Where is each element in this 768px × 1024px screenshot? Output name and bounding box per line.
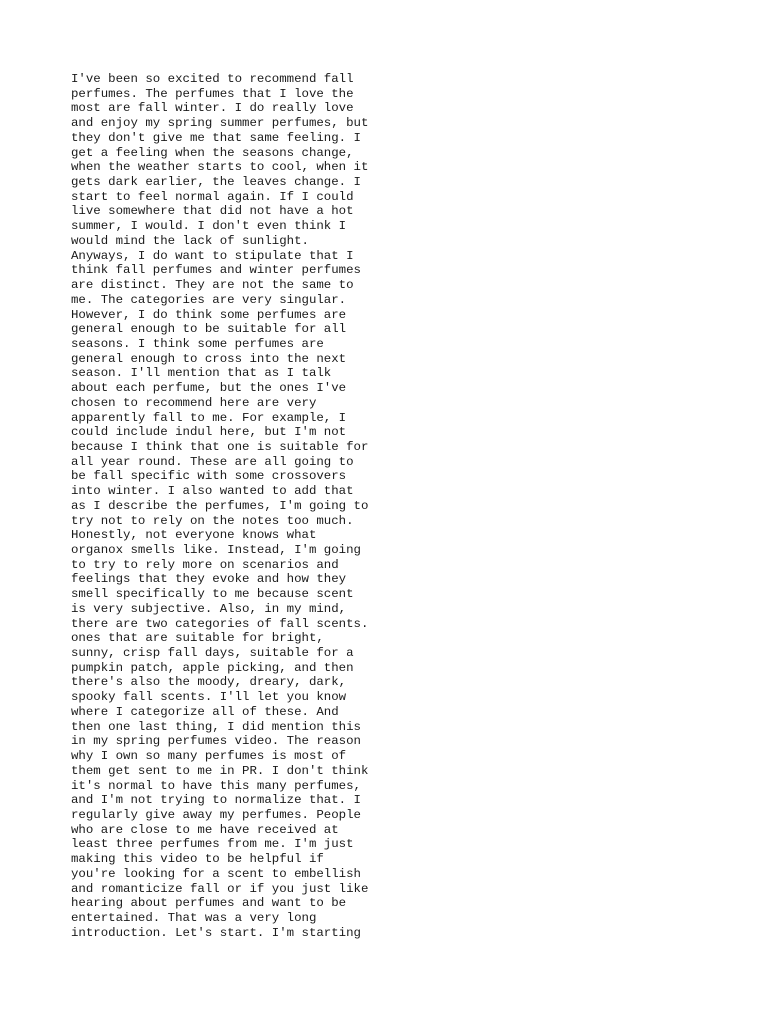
text-line: when the weather starts to cool, when it <box>71 160 369 175</box>
text-line: all year round. These are all going to <box>71 454 354 469</box>
text-line: could include indul here, but I'm not <box>71 425 347 440</box>
text-line: in my spring perfumes video. The reason <box>71 734 361 749</box>
text-line: start to feel normal again. If I could <box>71 189 354 204</box>
text-line: chosen to recommend here are very <box>71 395 317 410</box>
text-line: organox smells like. Instead, I'm going <box>71 543 361 557</box>
text-line: they don't give me that same feeling. I <box>71 130 361 145</box>
text-line: least three perfumes from me. I'm just <box>71 837 354 852</box>
text-line: However, I do think some perfumes are <box>71 307 347 322</box>
text-line: where I categorize all of these. And <box>71 704 339 719</box>
text-line: live somewhere that did not have a hot <box>71 204 354 219</box>
text-line: me. The categories are very singular. <box>71 292 347 307</box>
text-line: because I think that one is suitable for <box>71 439 369 454</box>
text-line: feelings that they evoke and how they <box>71 572 347 587</box>
text-line: to try to rely more on scenarios and <box>71 557 339 572</box>
text-line: there are two categories of fall scents. <box>71 616 369 631</box>
text-line: is very subjective. Also, in my mind, <box>71 601 347 616</box>
text-line: smell specifically to me because scent <box>71 587 354 602</box>
text-line: spooky fall scents. I'll let you know <box>71 690 347 705</box>
text-line: get a feeling when the seasons change, <box>71 145 354 160</box>
text-line: and romanticize fall or if you just like <box>71 881 369 896</box>
text-line: ones that are suitable for bright, <box>71 631 324 646</box>
text-line: pumpkin patch, apple picking, and then <box>71 660 354 675</box>
text-line: entertained. That was a very long <box>71 910 317 925</box>
text-line: perfumes. The perfumes that I love the <box>71 86 354 101</box>
text-line: I've been so excited to recommend fall <box>71 72 354 86</box>
text-line: apparently fall to me. For example, I <box>71 410 347 425</box>
text-line: it's normal to have this many perfumes, <box>71 778 361 793</box>
text-line: hearing about perfumes and want to be <box>71 896 347 911</box>
text-line: introduction. Let's start. I'm starting <box>71 925 361 940</box>
text-line: who are close to me have received at <box>71 822 339 837</box>
transcript-text <box>71 72 711 940</box>
text-line: seasons. I think some perfumes are <box>71 336 324 351</box>
text-line: about each perfume, but the ones I've <box>71 381 347 396</box>
text-line: think fall perfumes and winter perfumes <box>71 263 361 278</box>
text-line: into winter. I also wanted to add that <box>71 484 354 499</box>
text-line: sunny, crisp fall days, suitable for a <box>71 646 354 661</box>
text-line: why I own so many perfumes is most of <box>71 749 347 764</box>
text-line: and I'm not trying to normalize that. I <box>71 793 361 808</box>
text-line: gets dark earlier, the leaves change. I <box>71 175 361 190</box>
text-line: general enough to be suitable for all <box>71 322 347 337</box>
text-line: them get sent to me in PR. I don't think <box>71 763 369 778</box>
text-line: then one last thing, I did mention this <box>71 719 361 734</box>
text-line: would mind the lack of sunlight. <box>71 233 309 248</box>
text-line: general enough to cross into the next <box>71 351 347 366</box>
text-line: regularly give away my perfumes. People <box>71 807 361 822</box>
text-line: and enjoy my spring summer perfumes, but <box>71 116 369 131</box>
text-line: as I describe the perfumes, I'm going to <box>71 498 369 513</box>
text-line: are distinct. They are not the same to <box>71 278 354 293</box>
text-line: making this video to be helpful if <box>71 852 324 867</box>
text-line: Honestly, not everyone knows what <box>71 528 317 543</box>
text-line: season. I'll mention that as I talk <box>71 366 332 381</box>
text-line: there's also the moody, dreary, dark, <box>71 675 347 690</box>
text-line: try not to rely on the notes too much. <box>71 513 354 528</box>
text-line: Anyways, I do want to stipulate that I <box>71 248 354 263</box>
text-line: be fall specific with some crossovers <box>71 469 347 484</box>
text-line: summer, I would. I don't even think I <box>71 219 347 234</box>
text-line: most are fall winter. I do really love <box>71 101 354 116</box>
text-line: you're looking for a scent to embellish <box>71 866 361 881</box>
